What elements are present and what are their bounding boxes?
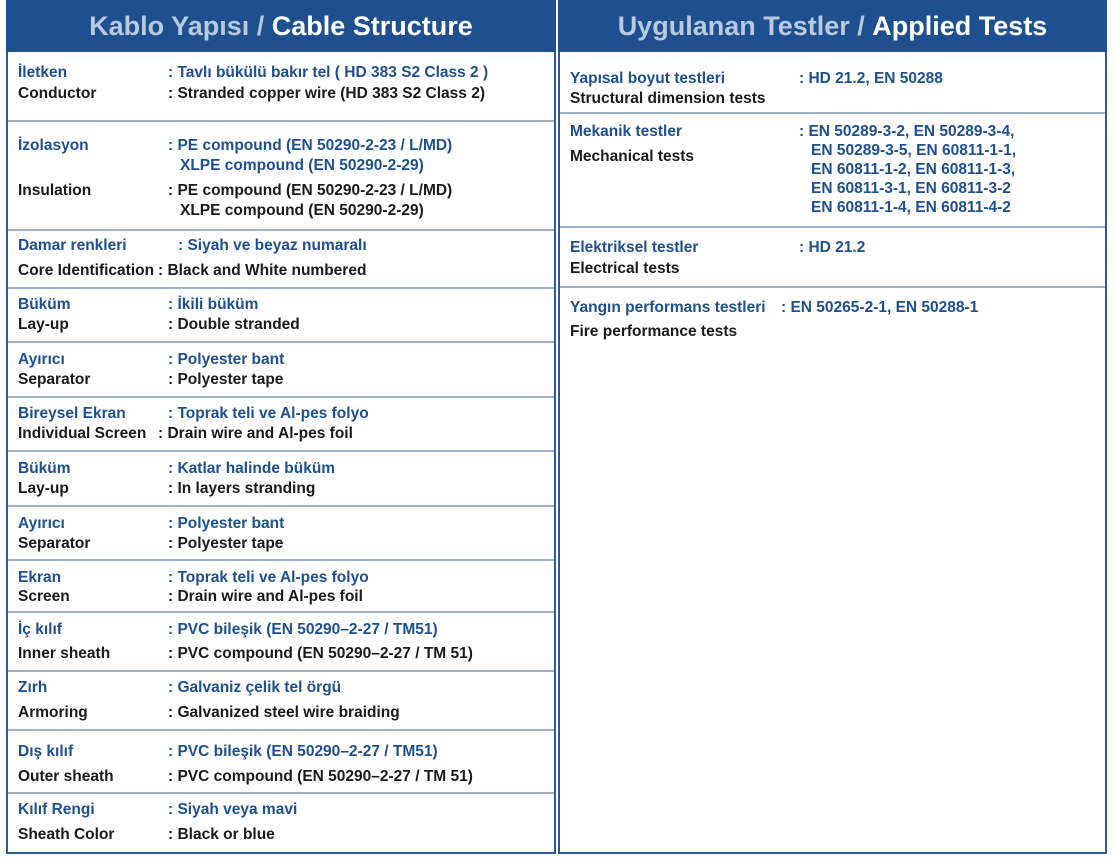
test-value: : HD 21.2, EN 50288 [799,70,943,87]
row-value-en: : Galvanized steel wire braiding [168,704,400,721]
row-value-tr: : PVC bileşik (EN 50290–2-27 / TM51) [168,621,438,638]
header-tr: Uygulanan Testler [617,10,850,41]
cable-structure-column [6,0,556,854]
row-value-en: : PVC compound (EN 50290–2-27 / TM 51) [168,768,473,785]
row-value-en: : Drain wire and Al-pes foil [168,588,363,605]
row-label-tr: Büküm [18,460,71,477]
row-value-tr: : PVC bileşik (EN 50290–2-27 / TM51) [168,743,438,760]
header-en: Cable Structure [271,10,473,41]
row-label-tr: İletken [18,64,68,81]
row-value-en-2: XLPE compound (EN 50290-2-29) [180,202,424,219]
structure-row-insulation [8,122,554,231]
row-label-en: Separator [18,535,91,552]
structure-row-core-identification [8,231,554,289]
test-row-mechanical [560,114,1105,228]
test-label-en: Mechanical tests [570,148,695,165]
test-row-electrical [560,228,1105,288]
structure-row-individual-screen [8,398,554,452]
row-value-en: : Drain wire and Al-pes foil [158,425,353,442]
row-value-tr: : Toprak teli ve Al-pes folyo [168,569,369,586]
test-label-tr: Yapısal boyut testleri [570,70,726,87]
structure-row-sheath-color [8,794,554,846]
row-value-tr: : Galvaniz çelik tel örgü [168,679,342,696]
row-label-en: Insulation [18,182,92,199]
row-label-tr: Ekran [18,569,62,586]
header-tr: Kablo Yapısı [89,10,250,41]
row-label-tr: Ayırıcı [18,351,65,368]
row-label-tr: Kılıf Rengi [18,801,95,818]
row-label-tr: Zırh [18,679,48,696]
row-value-en: : PE compound (EN 50290-2-23 / L/MD) [168,182,453,199]
row-label-en: Core Identification [18,262,155,279]
row-label-en: Individual Screen [18,425,147,442]
test-value: EN 60811-1-4, EN 60811-4-2 [811,199,1011,216]
row-value-en: : PVC compound (EN 50290–2-27 / TM 51) [168,645,473,662]
row-value-tr: : Polyester bant [168,515,285,532]
test-row-fire [560,288,1105,848]
row-label-en: Lay-up [18,480,69,497]
structure-row-lay-up-layers [8,452,554,507]
row-label-en: Sheath Color [18,826,115,843]
row-label-tr: İzolasyon [18,137,89,154]
row-value-en: : Stranded copper wire (HD 383 S2 Class 2) [168,85,485,102]
row-value-en: : Double stranded [168,316,300,333]
header-separator: / [849,10,873,41]
structure-row-outer-sheath [8,731,554,794]
row-value-tr: : Tavlı bükülü bakır tel ( HD 383 S2 Class 2 ) [168,64,489,81]
row-label-en: Conductor [18,85,97,102]
structure-row-lay-up [8,289,554,343]
row-value-tr: : Siyah veya mavi [168,801,298,818]
row-value-en: : Black and White numbered [158,262,367,279]
row-value-tr: : Toprak teli ve Al-pes folyo [168,405,369,422]
test-value: : EN 50289-3-2, EN 50289-3-4, [799,123,1015,140]
row-label-en: Inner sheath [18,645,111,662]
row-value-en: : Black or blue [168,826,275,843]
structure-row-separator [8,343,554,398]
cable-structure-table [6,52,556,854]
test-label-en: Structural dimension tests [570,90,766,107]
row-label-tr: Ayırıcı [18,515,65,532]
test-value: : EN 50265-2-1, EN 50288-1 [781,299,979,316]
test-value: EN 50289-3-5, EN 60811-1-1, [811,142,1017,159]
applied-tests-header [558,0,1107,52]
structure-row-inner-sheath [8,613,554,672]
row-label-tr: Bireysel Ekran [18,405,126,422]
test-label-en: Fire performance tests [570,323,738,340]
test-label-tr: Mekanik testler [570,123,682,140]
structure-row-screen [8,561,554,613]
row-value-en: : Polyester tape [168,535,284,552]
row-label-tr: İç kılıf [18,621,62,638]
test-label-tr: Yangın performans testleri [570,299,766,316]
row-label-en: Outer sheath [18,768,114,785]
row-label-en: Lay-up [18,316,69,333]
test-label-tr: Elektriksel testler [570,239,699,256]
row-label-en: Armoring [18,704,88,721]
test-value: EN 60811-3-1, EN 60811-3-2 [811,180,1011,197]
test-label-en: Electrical tests [570,260,680,277]
structure-row-separator-2 [8,507,554,561]
test-value: EN 60811-1-2, EN 60811-1-3, [811,161,1016,178]
test-row-structural [560,52,1105,114]
applied-tests-column [558,0,1107,854]
row-value-tr: : İkili büküm [168,296,259,313]
header-separator: / [249,10,272,41]
header-en: Applied Tests [872,10,1048,41]
test-value: : HD 21.2 [799,239,866,256]
row-label-tr: Damar renkleri [18,237,127,254]
row-label-en: Screen [18,588,70,605]
applied-tests-table [558,52,1107,854]
row-value-tr: : PE compound (EN 50290-2-23 / L/MD) [168,137,453,154]
row-value-en: : Polyester tape [168,371,284,388]
row-label-tr: Büküm [18,296,71,313]
structure-row-armoring [8,672,554,731]
row-value-tr: : Polyester bant [168,351,285,368]
row-value-en: : In layers stranding [168,480,316,497]
row-label-tr: Dış kılıf [18,743,74,760]
row-value-tr-2: XLPE compound (EN 50290-2-29) [180,157,424,174]
structure-row-conductor [8,52,554,122]
row-value-tr: : Siyah ve beyaz numaralı [178,237,367,254]
row-label-en: Separator [18,371,91,388]
cable-structure-header [6,0,556,52]
row-value-tr: : Katlar halinde büküm [168,460,336,477]
